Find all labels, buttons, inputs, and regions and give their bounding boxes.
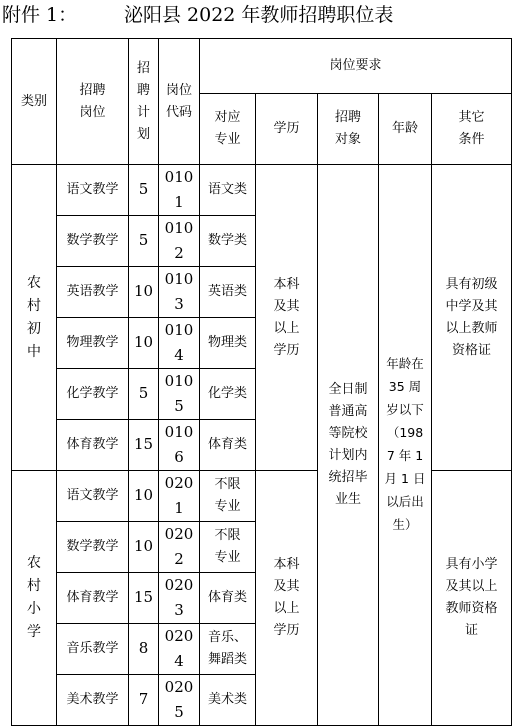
position-cell (57, 267, 129, 318)
attachment-label: 附件 1： (2, 4, 78, 26)
other-cell (432, 165, 512, 471)
plan-value: 10 (133, 486, 154, 504)
education-cell (256, 471, 318, 726)
category-cell (12, 471, 57, 726)
position-cell (57, 624, 129, 675)
header-requirements-label: 岗位要求 (329, 58, 382, 73)
position-cell (57, 318, 129, 369)
plan-cell (129, 675, 159, 726)
header-major (200, 94, 256, 165)
code-cell (159, 318, 200, 369)
major-cell (200, 522, 256, 573)
major-value: 物理类 (207, 335, 247, 350)
plan-value: 5 (138, 180, 149, 198)
header-row-top (12, 39, 512, 94)
plan-value: 5 (138, 231, 149, 249)
major-cell (200, 420, 256, 471)
header-other (432, 94, 512, 165)
position-label: 语文教学 (66, 182, 119, 197)
education-value: 本科 及其 以上 学历 (273, 557, 300, 638)
position-label: 化学教学 (66, 386, 119, 401)
code-value: 010 3 (164, 270, 194, 313)
code-cell (159, 267, 200, 318)
table-body (12, 39, 512, 726)
header-position-label: 招聘 岗位 (79, 82, 106, 120)
header-category-label: 类别 (20, 93, 47, 109)
code-value: 010 4 (164, 321, 194, 364)
document-header (0, 0, 519, 34)
major-cell (200, 675, 256, 726)
header-target (318, 94, 379, 165)
education-cell (256, 165, 318, 471)
plan-value: 10 (133, 333, 154, 351)
plan-cell (129, 267, 159, 318)
code-cell (159, 471, 200, 522)
code-cell (159, 675, 200, 726)
major-value: 体育类 (207, 437, 247, 452)
code-value: 010 6 (164, 423, 194, 466)
plan-cell (129, 471, 159, 522)
category-cell (12, 165, 57, 471)
code-value: 020 4 (164, 627, 194, 670)
other-value: 具有初级 中学及其 以上教师 资格证 (445, 276, 498, 358)
major-value: 体育类 (207, 590, 247, 605)
plan-cell (129, 216, 159, 267)
position-cell (57, 369, 129, 420)
major-cell (200, 318, 256, 369)
code-cell (159, 573, 200, 624)
major-cell (200, 165, 256, 216)
plan-cell (129, 573, 159, 624)
major-cell (200, 573, 256, 624)
other-value: 具有小学 及其以上 教师资格 证 (445, 557, 498, 638)
category-label: 农 村 小 学 (27, 555, 41, 640)
code-cell (159, 369, 200, 420)
code-cell (159, 624, 200, 675)
header-education-label: 学历 (273, 121, 300, 136)
position-cell (57, 573, 129, 624)
position-cell (57, 675, 129, 726)
major-value: 美术类 (207, 692, 247, 707)
plan-value: 15 (133, 588, 154, 606)
major-cell (200, 471, 256, 522)
plan-value: 7 (138, 690, 149, 708)
education-value: 本科 及其 以上 学历 (273, 276, 300, 358)
table-row (12, 165, 512, 216)
position-label: 数学教学 (66, 233, 119, 248)
header-plan-label: 招 聘 计 划 (136, 60, 150, 142)
major-cell (200, 624, 256, 675)
code-value: 010 5 (164, 372, 194, 415)
position-cell (57, 420, 129, 471)
code-value: 020 5 (164, 678, 194, 721)
header-code (159, 39, 200, 165)
major-value: 英语类 (207, 284, 247, 299)
plan-value: 5 (138, 384, 149, 402)
other-cell (432, 471, 512, 726)
document-title: 泌阳县 2022 年教师招聘职位表 (124, 4, 394, 26)
age-value: 年龄在 35 周 岁以下 （198 7 年 1 月 1 日 以后出 生） (384, 356, 426, 532)
plan-cell (129, 624, 159, 675)
major-value: 数学类 (207, 233, 247, 248)
header-other-label: 其它 条件 (458, 110, 485, 147)
position-label: 数学教学 (66, 539, 119, 554)
position-cell (57, 165, 129, 216)
position-label: 英语教学 (66, 284, 119, 299)
plan-value: 8 (138, 639, 149, 657)
position-label: 美术教学 (66, 692, 119, 707)
code-value: 010 2 (164, 219, 194, 262)
major-value: 音乐、 舞蹈类 (207, 630, 247, 667)
major-value: 语文类 (207, 182, 247, 197)
plan-cell (129, 318, 159, 369)
position-cell (57, 216, 129, 267)
major-value: 不限 专业 (214, 528, 241, 565)
header-category (12, 39, 57, 165)
major-cell (200, 216, 256, 267)
plan-value: 10 (133, 537, 154, 555)
code-value: 020 1 (164, 474, 194, 517)
position-label: 体育教学 (66, 590, 119, 605)
code-value: 020 2 (164, 525, 194, 568)
plan-value: 15 (133, 435, 154, 453)
target-cell (318, 165, 379, 726)
position-label: 音乐教学 (66, 641, 119, 656)
position-label: 体育教学 (66, 437, 119, 452)
header-plan (129, 39, 159, 165)
header-education (256, 94, 318, 165)
age-cell (379, 165, 432, 726)
header-age (379, 94, 432, 165)
plan-cell (129, 420, 159, 471)
code-cell (159, 522, 200, 573)
position-label: 物理教学 (66, 335, 119, 350)
header-position (57, 39, 129, 165)
plan-cell (129, 165, 159, 216)
plan-cell (129, 369, 159, 420)
category-label: 农 村 初 中 (27, 274, 41, 360)
major-value: 不限 专业 (214, 477, 241, 514)
header-age-label: 年龄 (391, 121, 418, 136)
position-cell (57, 522, 129, 573)
header-code-label: 岗位 代码 (165, 82, 192, 120)
code-cell (159, 216, 200, 267)
plan-value: 10 (133, 282, 154, 300)
major-cell (200, 267, 256, 318)
position-label: 语文教学 (66, 488, 119, 503)
major-value: 化学类 (207, 386, 247, 401)
code-value: 010 1 (164, 168, 194, 211)
major-cell (200, 369, 256, 420)
header-major-label: 对应 专业 (214, 110, 241, 147)
position-cell (57, 471, 129, 522)
code-cell (159, 420, 200, 471)
target-value: 全日制 普通高 等院校 计划内 统招毕 业生 (328, 382, 368, 507)
recruitment-table (11, 38, 512, 726)
table-row (12, 471, 512, 522)
plan-cell (129, 522, 159, 573)
code-value: 020 3 (164, 576, 194, 619)
header-requirements (200, 39, 512, 94)
code-cell (159, 165, 200, 216)
header-target-label: 招聘 对象 (334, 110, 361, 147)
